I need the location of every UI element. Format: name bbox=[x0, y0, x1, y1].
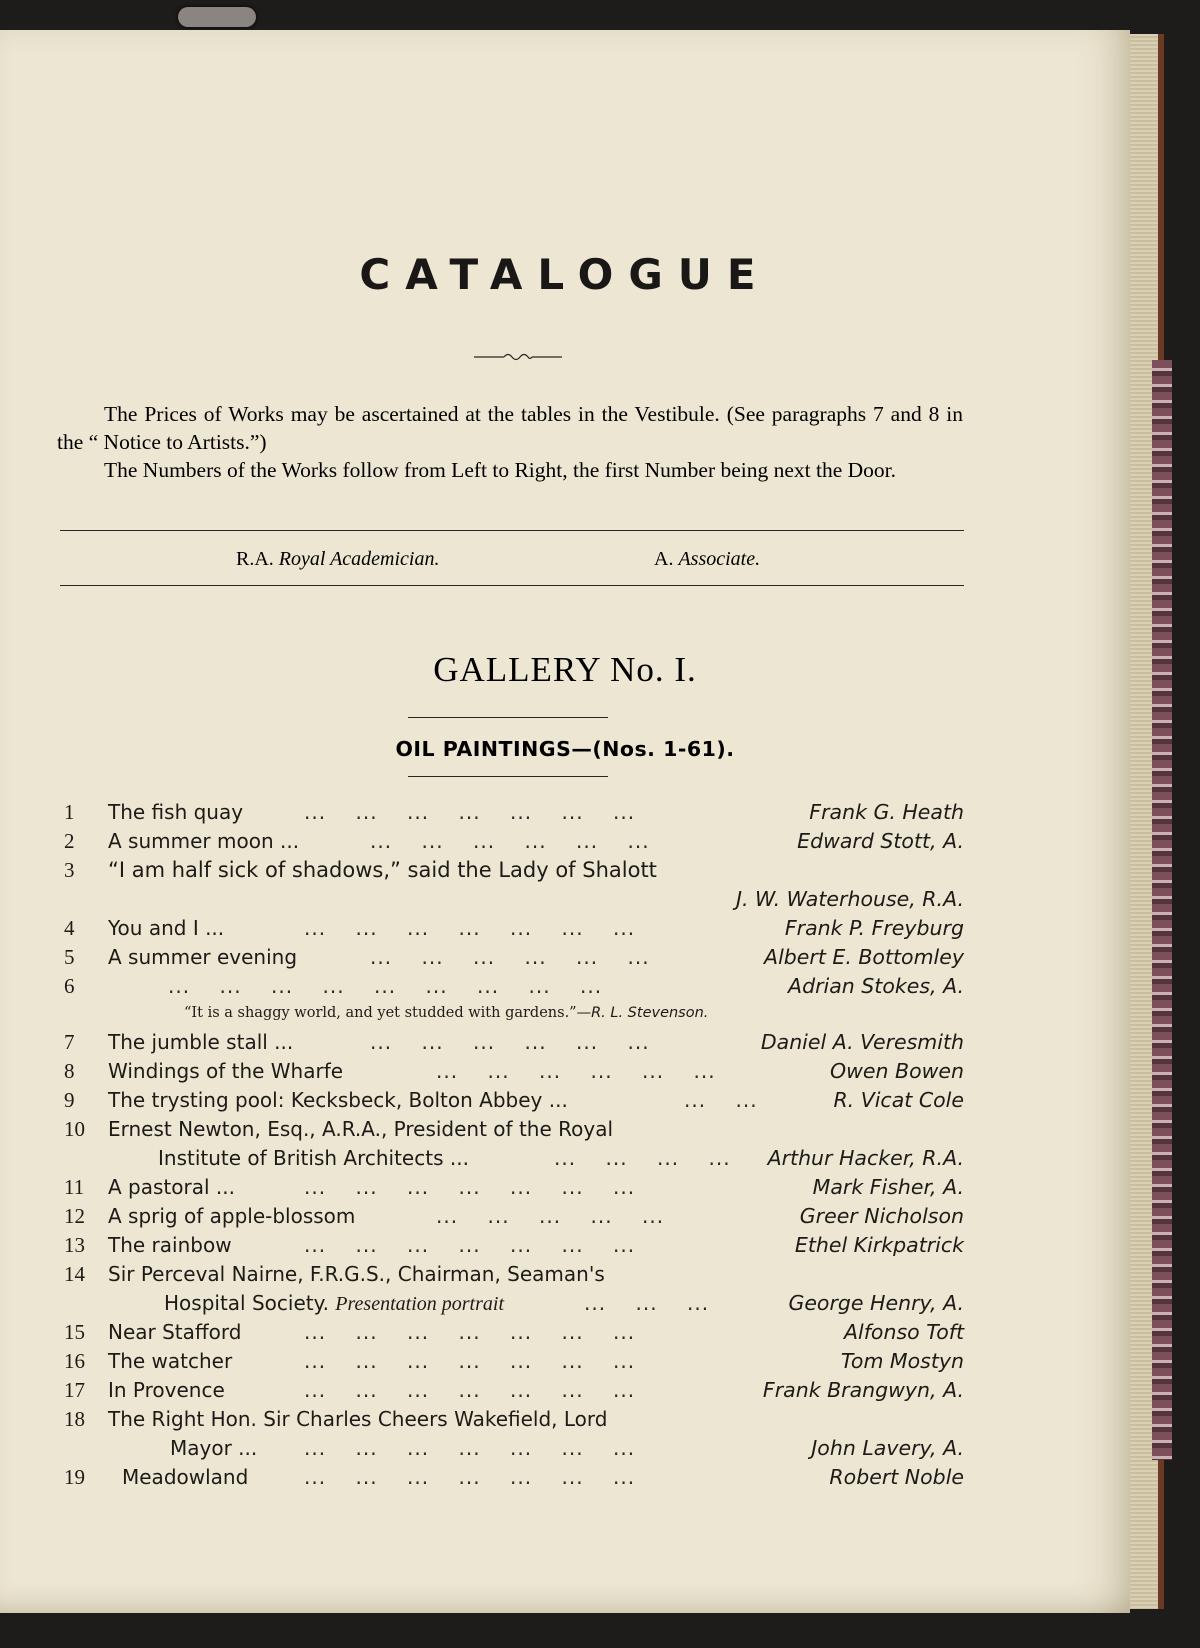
list-item: 15 Near Stafford ... ... ... ... ... ... ... Alfonso Toft bbox=[64, 1320, 964, 1344]
prices-note: The Prices of Works may be ascertained at the tables in the Vestibule. (See paragraphs 7 and 8 in the “ Notice to Artists.”) bbox=[57, 402, 963, 454]
entry-title-continued: Mayor ... bbox=[170, 1436, 258, 1460]
list-item: 17 In Provence ... ... ... ... ... ... ... Frank Brangwyn, A. bbox=[64, 1378, 964, 1402]
abbr-a-meaning: Associate. bbox=[678, 548, 761, 570]
catalogue-notes bbox=[57, 400, 963, 484]
list-item bbox=[64, 1407, 964, 1436]
entry-artist: Albert E. Bottomley bbox=[764, 945, 964, 969]
entry-number: 10 bbox=[64, 1117, 85, 1141]
book-spine-ribbon bbox=[1152, 360, 1172, 1460]
list-item: 13 The rainbow ... ... ... ... ... ... ... Ethel Kirkpatrick bbox=[64, 1233, 964, 1257]
list-item: 19 Meadowland ... ... ... ... ... ... ... Robert Noble bbox=[64, 1465, 964, 1489]
entry-title: Near Stafford bbox=[108, 1320, 242, 1344]
list-item bbox=[64, 858, 964, 887]
entry-title: The rainbow bbox=[108, 1233, 232, 1257]
entry-number: 12 bbox=[64, 1204, 85, 1228]
list-item: 16 The watcher ... ... ... ... ... ... ... Tom Mostyn bbox=[64, 1349, 964, 1373]
entry-title: The Right Hon. Sir Charles Cheers Wakefield, Lord bbox=[108, 1407, 608, 1431]
entry-number: 13 bbox=[64, 1233, 85, 1257]
list-item-continuation: Mayor ... ... ... ... ... ... ... ... John Lavery, A. bbox=[170, 1436, 964, 1460]
entry-artist: George Henry, A. bbox=[788, 1291, 964, 1315]
list-item: 5 A summer evening ... ... ... ... ... ... Albert E. Bottomley bbox=[64, 945, 964, 969]
entry-number: 19 bbox=[64, 1465, 85, 1489]
abbr-a-code: A. bbox=[654, 548, 674, 570]
entry-title: A summer moon ... bbox=[108, 829, 300, 853]
entry-title-note: Presentation portrait bbox=[335, 1293, 504, 1315]
entry-title: The watcher bbox=[108, 1349, 233, 1373]
entry-artist: Ethel Kirkpatrick bbox=[794, 1233, 964, 1257]
entry-number: 4 bbox=[64, 916, 75, 940]
divider-top bbox=[60, 530, 964, 531]
catalogue-title: CATALOGUE bbox=[359, 250, 771, 299]
divider-bottom bbox=[60, 585, 964, 586]
entry-number: 18 bbox=[64, 1407, 85, 1431]
section-rule-top bbox=[408, 717, 608, 718]
entry-title: In Provence bbox=[108, 1378, 225, 1402]
quote-text: “It is a shaggy world, and yet studded with gardens.”— bbox=[184, 1005, 592, 1021]
list-item: 6 ... ... ... ... ... ... ... ... ... Adrian Stokes, A. bbox=[64, 974, 964, 998]
abbr-ra-code: R.A. bbox=[236, 548, 274, 570]
entry-artist: Frank G. Heath bbox=[809, 800, 964, 824]
entry-title: The jumble stall ... bbox=[108, 1030, 294, 1054]
entry-title: Ernest Newton, Esq., A.R.A., President of the Royal bbox=[108, 1117, 613, 1141]
entry-artist: John Lavery, A. bbox=[811, 1436, 964, 1460]
entry-title: The fish quay bbox=[108, 800, 244, 824]
entry-number: 15 bbox=[64, 1320, 85, 1344]
list-item-continuation: Hospital Society. Presentation portrait ... ... ... George Henry, A. bbox=[164, 1291, 964, 1315]
entry-artist: Owen Bowen bbox=[829, 1059, 964, 1083]
entry-quote bbox=[64, 1003, 964, 1030]
entry-number: 9 bbox=[64, 1088, 75, 1112]
gallery-title: GALLERY No. I. bbox=[433, 650, 697, 689]
book-clasp bbox=[178, 7, 256, 27]
entry-title: You and I ... bbox=[108, 916, 225, 940]
entry-artist: Tom Mostyn bbox=[840, 1349, 964, 1373]
entry-title: A pastoral ... bbox=[108, 1175, 235, 1199]
entry-number: 8 bbox=[64, 1059, 75, 1083]
list-item: 4 You and I ... ... ... ... ... ... ... ... Frank P. Freyburg bbox=[64, 916, 964, 940]
entry-number: 1 bbox=[64, 800, 75, 824]
entry-number: 3 bbox=[64, 858, 75, 882]
entry-artist: Greer Nicholson bbox=[799, 1204, 964, 1228]
entry-artist: J. W. Waterhouse, R.A. bbox=[735, 887, 964, 911]
entry-number: 16 bbox=[64, 1349, 85, 1373]
entry-artist: Frank Brangwyn, A. bbox=[762, 1378, 964, 1402]
entry-number: 14 bbox=[64, 1262, 85, 1286]
entry-artist: Alfonso Toft bbox=[844, 1320, 964, 1344]
list-item-continuation bbox=[64, 887, 964, 916]
entry-title: A summer evening bbox=[108, 945, 298, 969]
entry-artist: Frank P. Freyburg bbox=[784, 916, 964, 940]
list-item: 2 A summer moon ... ... ... ... ... ... ... Edward Stott, A. bbox=[64, 829, 964, 853]
list-item bbox=[64, 1117, 964, 1146]
abbr-ra bbox=[236, 548, 440, 571]
entry-title: Windings of the Wharfe bbox=[108, 1059, 344, 1083]
quote-author: R. L. Stevenson. bbox=[591, 1005, 709, 1021]
entry-number: 2 bbox=[64, 829, 75, 853]
entry-number: 11 bbox=[64, 1175, 85, 1199]
entry-artist: Edward Stott, A. bbox=[797, 829, 964, 853]
list-item: 11 A pastoral ... ... ... ... ... ... ... ... Mark Fisher, A. bbox=[64, 1175, 964, 1199]
entry-number: 17 bbox=[64, 1378, 85, 1402]
entry-artist: Mark Fisher, A. bbox=[812, 1175, 964, 1199]
entry-title: “I am half sick of shadows,” said the Lady of Shalott bbox=[108, 858, 657, 882]
abbr-ra-meaning: Royal Academician. bbox=[278, 548, 440, 570]
entry-artist: Daniel A. Veresmith bbox=[760, 1030, 964, 1054]
entry-title: Meadowland bbox=[122, 1465, 249, 1489]
entry-number: 6 bbox=[64, 974, 75, 998]
list-item: 1 The fish quay ... ... ... ... ... ... ... Frank G. Heath bbox=[64, 800, 964, 824]
entry-number: 5 bbox=[64, 945, 75, 969]
entry-title: Sir Perceval Nairne, F.R.G.S., Chairman, Seaman's bbox=[108, 1262, 605, 1286]
list-item: 9 The trysting pool: Kecksbeck, Bolton Abbey ... ... ... R. Vicat Cole bbox=[64, 1088, 964, 1112]
entry-title-continued: Institute of British Architects ... bbox=[158, 1146, 469, 1170]
list-item: 12 A sprig of apple-blossom ... ... ... ... ... Greer Nicholson bbox=[64, 1204, 964, 1228]
list-item: 8 Windings of the Wharfe ... ... ... ... ... ... Owen Bowen bbox=[64, 1059, 964, 1083]
abbr-a bbox=[654, 548, 760, 571]
entry-title-continued: Hospital Society. bbox=[164, 1291, 329, 1315]
entry-title: The trysting pool: Kecksbeck, Bolton Abbey ... bbox=[108, 1088, 568, 1112]
entry-number: 7 bbox=[64, 1030, 75, 1054]
entry-artist: Adrian Stokes, A. bbox=[788, 974, 964, 998]
entry-artist: Arthur Hacker, R.A. bbox=[767, 1146, 964, 1170]
entry-artist: Robert Noble bbox=[829, 1465, 964, 1489]
numbering-note: The Numbers of the Works follow from Left to Right, the first Number being next the Door. bbox=[104, 458, 897, 482]
list-item-continuation: Institute of British Architects ... ... ... ... ... Arthur Hacker, R.A. bbox=[158, 1146, 964, 1170]
list-item bbox=[64, 1262, 964, 1291]
entry-list bbox=[64, 800, 964, 1494]
entry-title: A sprig of apple-blossom bbox=[108, 1204, 356, 1228]
section-rule-bottom bbox=[408, 776, 608, 777]
ornament-icon bbox=[474, 352, 562, 362]
entry-artist: R. Vicat Cole bbox=[833, 1088, 964, 1112]
list-item: 7 The jumble stall ... ... ... ... ... ... ... Daniel A. Veresmith bbox=[64, 1030, 964, 1054]
section-title: OIL PAINTINGS—(Nos. 1-61). bbox=[395, 737, 735, 761]
